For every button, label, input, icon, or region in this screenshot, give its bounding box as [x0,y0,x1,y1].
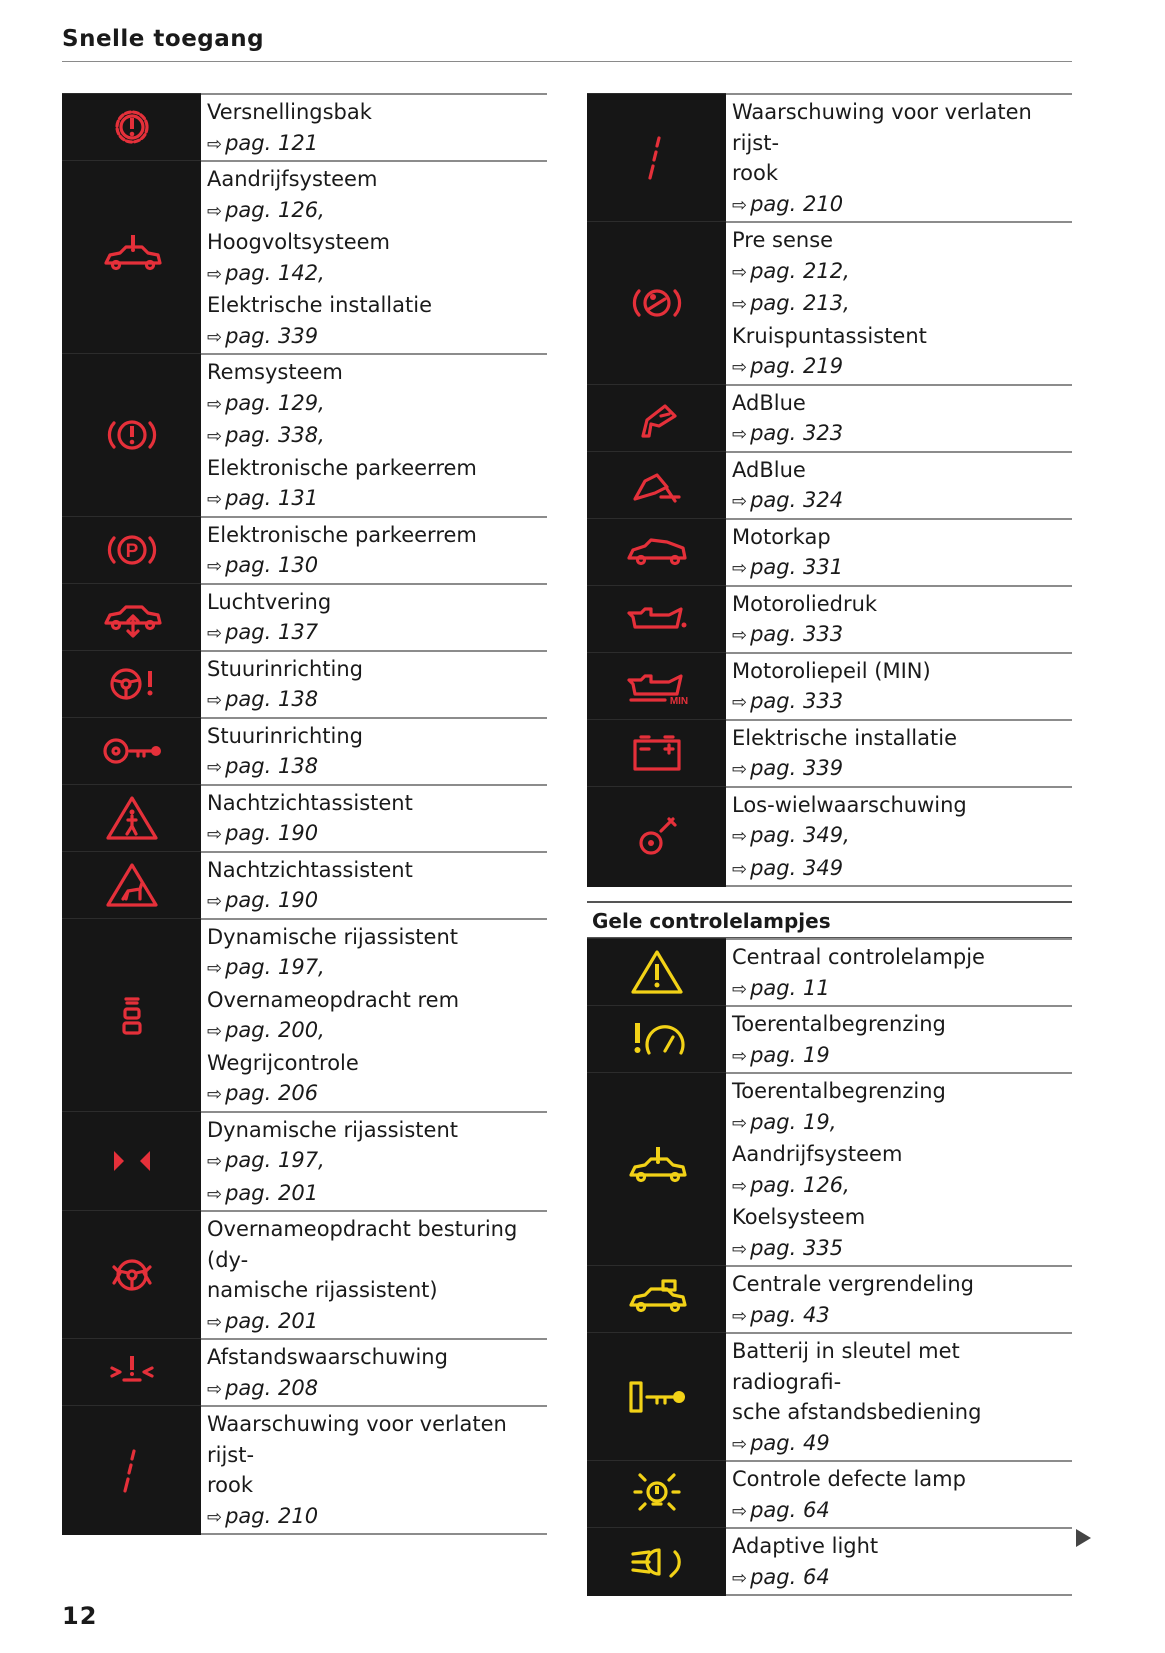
hood-open-icon [587,518,726,585]
indicator-label: Controle defecte lamp [732,1467,966,1491]
page-reference [207,1145,547,1178]
indicator-row [587,585,1072,652]
page-reference [207,1373,547,1406]
car-warning-icon [587,1072,726,1265]
section-title-yellow: Gele controlelampjes [587,901,1072,938]
page-reference [207,195,547,228]
indicator-description [726,384,1072,451]
reference-arrow-icon: ⇨ [732,858,748,880]
lane-arrows-icon [62,1111,201,1211]
reference-arrow-icon: ⇨ [732,194,748,216]
page-reference-text: pag. 49 [750,1430,830,1455]
page-reference [732,1040,1072,1073]
wheel-loose-icon [587,786,726,888]
indicator-row [62,784,547,851]
page-reference-text: pag. 331 [750,555,844,579]
page-reference-text: pag. 219 [750,354,844,378]
indicator-row [587,719,1072,786]
indicator-row [62,1210,547,1338]
page-reference [207,483,547,516]
gearbox-warning-icon [62,93,201,160]
yellow-indicator-list [587,938,1072,1596]
reference-arrow-icon: ⇨ [207,556,223,577]
page-reference [207,617,547,650]
indicator-label: Los-wielwaarschuwing [732,792,967,817]
page-reference-text: pag. 206 [225,1081,319,1105]
reference-arrow-icon: ⇨ [207,958,223,979]
page-reference-text: pag. 137 [225,620,319,644]
indicator-description [726,719,1072,786]
reference-arrow-icon: ⇨ [207,690,223,711]
indicator-description [726,1072,1072,1265]
page-reference [207,550,547,583]
page-reference-text: pag. 138 [225,687,319,711]
page-reference [207,321,547,354]
page-number: 12 [62,1602,98,1630]
reference-arrow-icon: ⇨ [732,1112,748,1134]
page-reference-text: pag. 324 [750,488,844,512]
page-reference [732,1300,1072,1333]
page-reference [207,1178,547,1211]
reference-arrow-icon: ⇨ [207,1151,223,1172]
indicator-label: Dynamische rijassistent [207,1117,458,1142]
indicator-description [726,938,1072,1005]
page-reference [732,1495,1072,1528]
reference-arrow-icon: ⇨ [207,326,223,348]
indicator-label: Aandrijfsysteem [732,1142,903,1166]
indicator-label: Nachtzichtassistent [207,790,413,815]
page-reference-text: pag. 126, [225,197,325,222]
reference-arrow-icon: ⇨ [207,133,223,155]
indicator-description [726,1005,1072,1072]
indicator-label: Adaptive light [732,1534,879,1558]
indicator-label: Elektronische parkeerrem [207,522,477,547]
indicator-description [201,1338,547,1405]
page-reference-text: pag. 208 [225,1375,319,1400]
parking-brake-icon [62,516,201,583]
indicator-description [726,1332,1072,1460]
page-reference-text: pag. 201 [225,1180,319,1205]
reference-arrow-icon: ⇨ [732,1500,748,1522]
indicator-row [62,1338,547,1405]
battery-icon [587,719,726,786]
reference-arrow-icon: ⇨ [207,824,223,845]
indicator-label: Overnameopdracht rem [207,987,460,1012]
page-reference [732,1107,1072,1140]
indicator-row [587,652,1072,719]
adblue-icon [587,384,726,451]
reference-arrow-icon: ⇨ [207,1378,223,1400]
indicator-label: Remsysteem [207,360,343,384]
red-indicator-list [587,93,1072,887]
indicator-description [201,717,547,784]
indicator-row [62,1111,547,1211]
svg-text:MIN: MIN [669,695,688,707]
oil-pressure-icon [587,585,726,652]
page-reference-text: pag. 338, [225,423,325,447]
indicator-description [201,918,547,1111]
page-reference-text: pag. 129, [225,390,325,415]
indicator-label: rook [732,161,779,185]
page-reference-text: pag. 210 [225,1503,319,1528]
indicator-row [587,1072,1072,1265]
reference-arrow-icon: ⇨ [207,393,223,415]
reference-arrow-icon: ⇨ [207,1311,223,1333]
page-reference [207,420,547,453]
indicator-row [62,353,547,516]
indicator-row [62,160,547,353]
reference-arrow-icon: ⇨ [732,1238,748,1260]
indicator-row [587,451,1072,518]
indicator-row [62,918,547,1111]
reference-arrow-icon: ⇨ [207,623,223,644]
continue-arrow-icon [1076,1529,1091,1547]
page-reference-text: pag. 333 [750,689,844,713]
indicator-label: Centrale vergrendeling [732,1272,974,1296]
indicator-label: Dynamische rijassistent [207,924,458,949]
page-reference [207,258,547,291]
indicator-description [726,585,1072,652]
page-reference-text: pag. 130 [225,553,319,577]
reference-arrow-icon: ⇨ [732,1567,748,1589]
page-reference [207,751,547,784]
indicator-row [62,650,547,717]
indicator-description [726,518,1072,585]
page-reference [732,853,1072,886]
page-reference-text: pag. 121 [225,130,319,155]
indicator-row [62,516,547,583]
indicator-description [201,784,547,851]
indicator-row [587,1332,1072,1460]
reference-arrow-icon: ⇨ [732,625,748,646]
indicator-label: sche afstandsbediening [732,1400,982,1424]
reference-arrow-icon: ⇨ [732,294,748,315]
reference-arrow-icon: ⇨ [207,757,223,778]
indicator-row [587,1460,1072,1527]
page-reference-text: pag. 190 [225,888,319,912]
reference-arrow-icon: ⇨ [732,261,748,283]
reference-arrow-icon: ⇨ [732,357,748,378]
indicator-label: Motorkap [732,524,831,549]
page-reference [207,885,547,918]
indicator-description [201,160,547,353]
reference-arrow-icon: ⇨ [732,558,748,579]
indicator-description [726,786,1072,888]
indicator-label: Hoogvoltsysteem [207,230,391,254]
brake-warning-icon [62,353,201,516]
indicator-description [726,221,1072,384]
reference-arrow-icon: ⇨ [207,891,223,912]
indicator-label: Batterij in sleutel met radiografi- [732,1339,960,1394]
right-column [587,93,1072,1596]
oil-level-min-icon [587,652,726,719]
indicator-row [62,93,547,160]
reference-arrow-icon: ⇨ [207,1084,223,1105]
indicator-label: Elektrische installatie [732,725,957,750]
rpm-limit-icon [587,1005,726,1072]
page-reference-text: pag. 200, [225,1018,325,1042]
indicator-row [62,851,547,918]
indicator-label: Elektronische parkeerrem [207,455,477,480]
indicator-label: Elektrische installatie [207,293,432,317]
adblue-system-icon [587,451,726,518]
bulb-failure-icon [587,1460,726,1527]
page-reference [732,288,1072,321]
indicator-label: Stuurinrichting [207,723,363,748]
page-reference [732,820,1072,853]
indicator-label: rook [207,1473,254,1497]
indicator-label: Overnameopdracht besturing (dy- [207,1217,518,1272]
lane-departure-icon [62,1405,201,1535]
indicator-description [201,851,547,918]
page-reference-text: pag. 19, [750,1109,837,1134]
indicator-label: Waarschuwing voor verlaten rijst- [207,1412,507,1467]
indicator-description [201,353,547,516]
indicator-row [587,1527,1072,1596]
left-column [62,93,547,1535]
page-reference-text: pag. 349 [750,855,844,880]
page-reference [207,684,547,717]
indicator-description [726,1527,1072,1596]
page-reference [732,418,1072,451]
page-reference-text: pag. 333 [750,622,844,646]
page-reference [207,1078,547,1111]
indicator-description [201,516,547,583]
reference-arrow-icon: ⇨ [732,424,748,445]
indicator-label: Waarschuwing voor verlaten rijst- [732,100,1032,155]
reference-arrow-icon: ⇨ [207,489,223,510]
page-reference [732,485,1072,518]
indicator-label: Centraal controlelampje [732,945,985,969]
header-divider [62,61,1072,62]
reference-arrow-icon: ⇨ [207,426,223,447]
page-reference [207,128,547,161]
page-reference-text: pag. 43 [750,1302,830,1327]
indicator-description [726,1265,1072,1332]
indicator-label: Toerentalbegrenzing [732,1079,946,1103]
page-reference-text: pag. 349, [750,823,850,847]
indicator-label: Versnellingsbak [207,100,372,124]
reference-arrow-icon: ⇨ [207,1021,223,1042]
page-reference [732,1562,1072,1595]
indicator-label: Toerentalbegrenzing [732,1012,946,1036]
central-warning-icon [587,938,726,1005]
steering-warning-icon [62,650,201,717]
indicator-label: AdBlue [732,390,806,415]
indicator-label: Motoroliedruk [732,591,878,616]
animal-warning-icon [62,851,201,918]
indicator-label: Aandrijfsysteem [207,167,378,191]
car-warning-icon [62,160,201,353]
indicator-row [587,93,1072,221]
indicator-description [726,93,1072,221]
indicator-description [726,652,1072,719]
page-reference [732,189,1072,222]
page-reference [207,952,547,985]
page-reference [207,1501,547,1534]
indicator-label: namische rijassistent) [207,1278,438,1302]
indicator-description [201,1405,547,1535]
reference-arrow-icon: ⇨ [732,759,748,780]
page-reference-text: pag. 323 [750,421,844,445]
indicator-description [201,1210,547,1338]
central-locking-icon [587,1265,726,1332]
indicator-row [587,1005,1072,1072]
indicator-label: Luchtvering [207,589,332,614]
page-reference-text: pag. 142, [225,260,325,285]
pre-sense-icon [587,221,726,384]
indicator-label: Nachtzichtassistent [207,857,413,882]
indicator-row [62,717,547,784]
indicator-label: Motoroliepeil (MIN) [732,658,931,683]
page-reference-text: pag. 339 [225,323,319,348]
adaptive-cruise-icon [62,918,201,1111]
page-reference [207,818,547,851]
indicator-description [201,583,547,650]
reference-arrow-icon: ⇨ [732,692,748,713]
page-reference-text: pag. 197, [225,1148,325,1172]
indicator-label: Afstandswaarschuwing [207,1345,448,1369]
indicator-description [201,93,547,160]
key-battery-icon [587,1332,726,1460]
reference-arrow-icon: ⇨ [207,200,223,222]
page-reference-text: pag. 339 [750,756,844,780]
page-reference [732,619,1072,652]
air-suspension-icon [62,583,201,650]
hands-on-wheel-icon [62,1210,201,1338]
page-reference-text: pag. 335 [750,1235,844,1260]
page-reference [732,351,1072,384]
svg-text:P: P [125,540,138,562]
reference-arrow-icon: ⇨ [732,826,748,847]
indicator-row [587,786,1072,888]
page-reference-text: pag. 138 [225,754,319,778]
reference-arrow-icon: ⇨ [732,1305,748,1327]
indicator-description [726,1460,1072,1527]
page-reference [732,973,1072,1006]
lane-departure-icon [587,93,726,221]
page-reference [207,1015,547,1048]
page-reference-text: pag. 212, [750,258,850,283]
indicator-row [587,938,1072,1005]
indicator-row [587,518,1072,585]
reference-arrow-icon: ⇨ [732,978,748,1000]
reference-arrow-icon: ⇨ [732,1045,748,1067]
reference-arrow-icon: ⇨ [732,1175,748,1197]
reference-arrow-icon: ⇨ [207,1506,223,1528]
page-reference-text: pag. 197, [225,955,325,979]
indicator-row [587,384,1072,451]
page-reference-text: pag. 11 [750,975,830,1000]
page-reference-text: pag. 210 [750,191,844,216]
reference-arrow-icon: ⇨ [732,1433,748,1455]
indicator-row [587,1265,1072,1332]
indicator-row [62,583,547,650]
steering-lock-key-icon [62,717,201,784]
indicator-label: AdBlue [732,457,806,482]
page-reference-text: pag. 64 [750,1564,830,1589]
page-reference [732,1170,1072,1203]
indicator-label: Wegrijcontrole [207,1050,359,1075]
page-reference [732,1428,1072,1461]
adaptive-light-icon [587,1527,726,1596]
reference-arrow-icon: ⇨ [732,491,748,512]
page-reference-text: pag. 19 [750,1042,830,1067]
page-reference [732,256,1072,289]
indicator-description [726,451,1072,518]
indicator-label: Koelsysteem [732,1205,866,1229]
reference-arrow-icon: ⇨ [207,1183,223,1205]
page-header-title: Snelle toegang [62,26,265,52]
page-reference [732,753,1072,786]
page-reference [732,1233,1072,1266]
indicator-row [62,1405,547,1535]
page-reference [207,388,547,421]
indicator-row [587,221,1072,384]
indicator-description [201,1111,547,1211]
page-reference [732,686,1072,719]
page-reference-text: pag. 64 [750,1497,830,1522]
page-reference-text: pag. 190 [225,821,319,845]
indicator-label: Kruispuntassistent [732,323,927,348]
page-reference-text: pag. 126, [750,1172,850,1197]
page-reference-text: pag. 131 [225,486,319,510]
indicator-label: Pre sense [732,228,834,252]
page-reference-text: pag. 201 [225,1308,319,1333]
page-reference [732,552,1072,585]
indicator-label: Stuurinrichting [207,656,363,681]
distance-warning-icon [62,1338,201,1405]
reference-arrow-icon: ⇨ [207,263,223,285]
pedestrian-warning-icon [62,784,201,851]
indicator-description [201,650,547,717]
page-reference-text: pag. 213, [750,291,850,315]
page-reference [207,1306,547,1339]
